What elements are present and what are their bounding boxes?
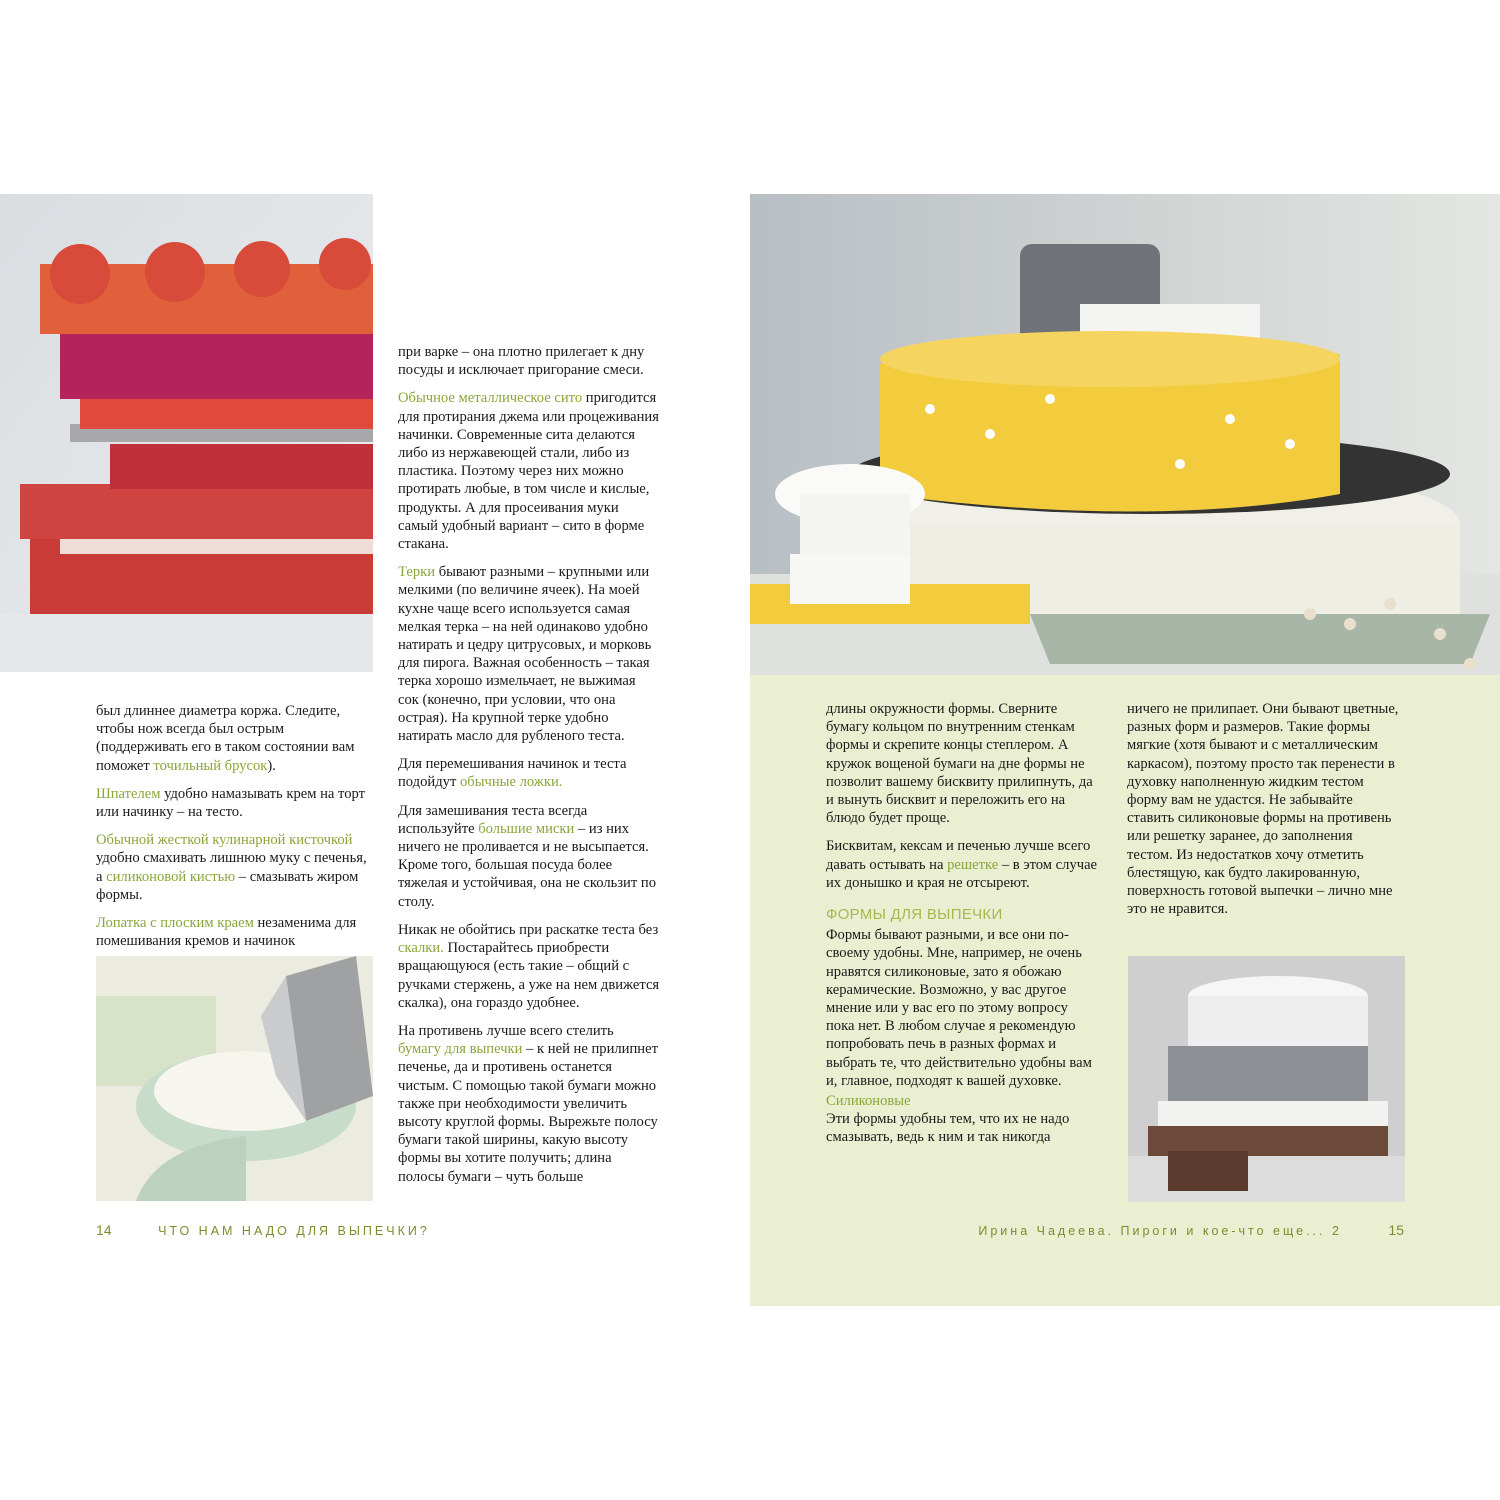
paragraph bbox=[96, 785, 368, 821]
text-run: Постарайтесь приобрести вращающуюся (есть такие – общий с ручками стержень, а уже на нем движется скалка), она гораздо удобнее. bbox=[398, 940, 660, 1011]
subsection-heading-silicone: Силиконовые bbox=[826, 1093, 911, 1110]
text-run: удобно намазывать крем на торт или начинку – на тесто. bbox=[96, 785, 366, 821]
highlighted-term: Лопатка с плоским краем bbox=[96, 915, 254, 932]
text-run: удобно смахивать лишнюю муку с печенья, а bbox=[96, 850, 367, 885]
paragraph bbox=[96, 702, 368, 775]
right-page-column-left bbox=[826, 700, 1098, 1157]
running-head-right: Ирина Чадеева. Пироги и кое-что еще... 2 bbox=[978, 1224, 1342, 1238]
text-run: длины окружности формы. Сверните бумагу кольцом по внутренним стенкам формы и скрепите концы степлером. А кружок вощеной бумаги на дне формы не позволит вашему бисквиту прилипнуть, да и вынуть бисквит и переложить его на блюдо будет проще. bbox=[826, 701, 1093, 827]
right-footer bbox=[978, 1222, 1404, 1238]
text-run: Для перемешивания начинок и теста подойдут bbox=[398, 756, 627, 791]
paragraph bbox=[826, 700, 1098, 827]
paragraph bbox=[398, 343, 660, 379]
paragraph bbox=[826, 837, 1098, 892]
highlighted-term: Обычной жесткой кулинарной кисточкой bbox=[96, 832, 353, 849]
paragraph bbox=[398, 1022, 660, 1186]
text-run: при варке – она плотно прилегает к дну посуды и исключает пригорание смеси. bbox=[398, 344, 645, 379]
ceramic-dishes-photo bbox=[750, 194, 1500, 675]
running-head-left: ЧТО НАМ НАДО ДЛЯ ВЫПЕЧКИ? bbox=[158, 1224, 430, 1238]
text-run: ). bbox=[267, 757, 276, 774]
right-page-column-right bbox=[1127, 700, 1399, 928]
text-run: Никак не обойтись при раскатке теста без bbox=[398, 921, 659, 938]
text-run: был длиннее диаметра коржа. Следите, чтобы нож всегда был острым (поддерживать его в таком состоянии вам поможет bbox=[96, 703, 355, 774]
highlighted-term: силиконовой кистью bbox=[106, 868, 236, 885]
highlighted-term: скалки. bbox=[398, 940, 444, 957]
text-run: – из них ничего не проливается и не высыпается. Кроме того, большая посуда более тяжелая и устойчивая, она не скользит по столу. bbox=[398, 820, 656, 910]
silicone-paragraph-continued: ничего не прилипает. Они бывают цветные, разных форм и размеров. Такие формы мягкие (хотя бывают и с металлическим каркасом), поэтому просто так перенести в духовку наполненную жидким тестом форму вам не удастся. Не забывайте ставить силиконовые формы на противень или решетку заранее, до заполнения тестом. Из недостатков хочу отметить блестящую, как будто лакированную, поверхность готовой выпечки – лично мне это не нравится. bbox=[1127, 701, 1399, 918]
section-heading-baking-forms: ФОРМЫ ДЛЯ ВЫПЕЧКИ bbox=[826, 906, 1003, 924]
highlighted-term: решетке bbox=[947, 856, 999, 873]
grater-bowl-photo bbox=[96, 956, 373, 1201]
text-run: Бисквитам, кексам и печенью лучше всего давать остывать на bbox=[826, 838, 1091, 873]
text-run: бывают разными – крупными или мелкими (по величине ячеек). На моей кухне чаще всего используется самая мелкая терка – на ней одинаково удобно натирать и цедру цитрусовых, и морковь для пирога. Важная особенность – такая терка хорошо измельчает, не выжимая сок (конечно, при условии, что она острая). На крупной терке удобно натирать масло для рубленого теста. bbox=[398, 564, 652, 745]
silicone-molds-photo bbox=[0, 194, 373, 672]
left-page-column-right bbox=[398, 343, 660, 1196]
text-run: Для замешивания теста всегда используйте bbox=[398, 802, 588, 837]
text-run: пригодится для протирания джема или процеживания начинки. Современные сита делаются либо из нержавеющей стали, либо из пластика. Поэтому через них можно протирать любые, в том числе и кислые, продукты. А для просеивания муки самый удобный вариант – сито в форме стакана. bbox=[398, 390, 659, 553]
paragraph bbox=[398, 563, 660, 745]
highlighted-term: бумагу для выпечки bbox=[398, 1041, 523, 1058]
text-run: – смазывать жиром формы. bbox=[96, 868, 359, 903]
highlighted-term: большие миски bbox=[478, 820, 575, 837]
paragraph bbox=[398, 389, 660, 553]
paragraph bbox=[96, 914, 368, 950]
paragraph bbox=[398, 802, 660, 911]
page-number-right: 15 bbox=[1388, 1222, 1404, 1238]
paragraph bbox=[398, 755, 660, 791]
baking-forms-photo bbox=[1128, 956, 1405, 1202]
text-run: На противень лучше всего стелить bbox=[398, 1022, 614, 1039]
text-run: – в этом случае их донышко и края не отсыреют. bbox=[826, 856, 1098, 891]
page-number-left: 14 bbox=[96, 1222, 112, 1238]
section-paragraph: Формы бывают разными, и все они по-своему удобны. Мне, например, не очень нравятся силиконовые, зато я обожаю керамические. Возможно, у вас другое мнение или у вас его по этому вопросу пока нет. В любом случае я рекомендую попробовать печь в разных формах и выбрать те, что действительно удобны вам и, главное, подходят к вашей духовке. bbox=[826, 927, 1092, 1089]
highlighted-term: обычные ложки. bbox=[459, 774, 563, 791]
text-run: незаменима для помешивания кремов и начинок bbox=[96, 915, 357, 950]
paragraph bbox=[398, 921, 660, 1012]
highlighted-term: точильный брусок bbox=[153, 757, 268, 774]
subsection-paragraph: Эти формы удобны тем, что их не надо смазывать, ведь к ним и так никогда bbox=[826, 1111, 1070, 1146]
highlighted-term: Обычное металлическое сито bbox=[398, 390, 583, 407]
highlighted-term: Шпателем bbox=[96, 785, 161, 802]
left-page-column-left bbox=[96, 702, 368, 960]
text-run: – к ней не прилипнет печенье, да и противень останется чистым. С помощью такой бумаги можно также при необходимости увеличить высоту круглой формы. Вырежьте полосу бумаги такой ширины, какую высоту формы вы хотите получить; длина полосы бумаги – чуть больше bbox=[398, 1041, 658, 1185]
highlighted-term: Терки bbox=[398, 564, 436, 581]
left-footer bbox=[96, 1222, 430, 1238]
paragraph bbox=[96, 831, 368, 904]
